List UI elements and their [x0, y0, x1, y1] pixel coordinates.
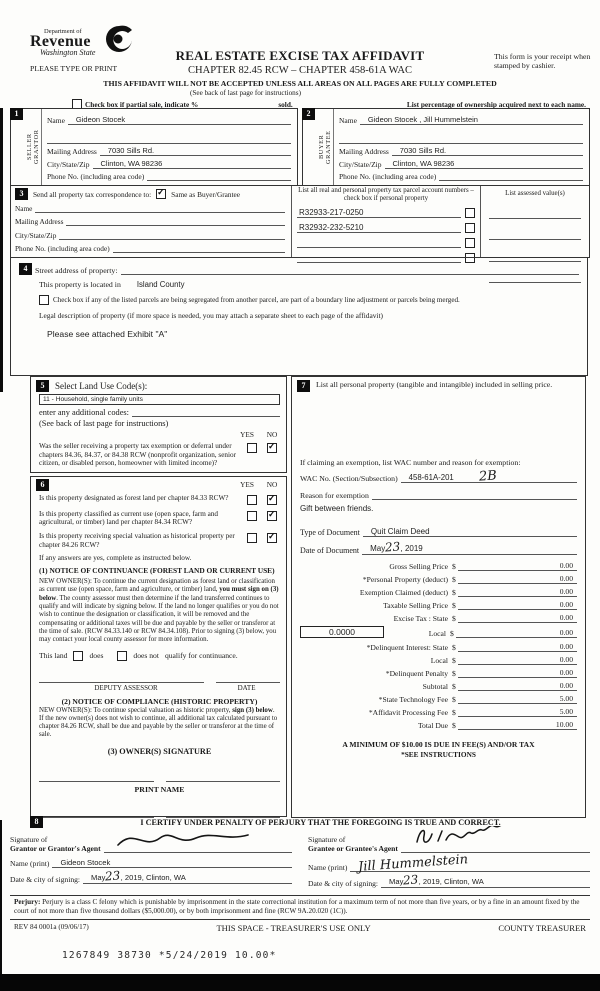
logo-text-big: Revenue	[30, 33, 91, 50]
street-address-label: Street address of property:	[35, 266, 118, 275]
grantee-date-value: May23, 2019, Clinton, WA	[389, 872, 484, 888]
treasurer-receipt-stamp: 1267849 38730 *5/24/2019 10.00*	[62, 950, 277, 961]
name-print-label: Name (print)	[308, 863, 348, 872]
notice2-body: NEW OWNER(S): To continue special valuation as historic property, sign (3) below. If the new owner(s) does not wish to continue, all additional tax calculated pursuant to chapter 84.26 RCW, shall be due and payable by the seller or transferor at the time of sale.	[39, 706, 278, 739]
money-label: *Delinquent Penalty	[385, 668, 448, 678]
property-location-section	[10, 257, 588, 376]
parcel-personal-checkbox[interactable]	[465, 238, 475, 248]
money-value: 0.00	[559, 667, 573, 677]
logo-text-small: Department of	[44, 28, 82, 35]
current-no-checkbox[interactable]	[267, 511, 277, 521]
this-land-label: This land	[39, 651, 68, 661]
money-label: Gross Selling Price	[389, 562, 448, 571]
section-2-tab: 2	[302, 108, 315, 120]
date-of-document-value: May23, 2019	[370, 539, 423, 555]
sold-label: sold.	[278, 99, 293, 109]
date-of-document-label: Date of Document	[300, 546, 360, 555]
scan-edge-artifact	[0, 820, 2, 974]
same-as-buyer-label: Same as Buyer/Grantee	[171, 189, 241, 199]
historic-yes-checkbox[interactable]	[247, 533, 257, 543]
wac-no-value: 458-61A-201	[408, 473, 454, 482]
deputy-assessor-label: DEPUTY ASSESSOR	[94, 683, 158, 692]
land-use-code-select[interactable]: 11 - Household, single family units	[39, 394, 280, 405]
does-not-label: does not	[133, 651, 159, 661]
corr-phone-label: Phone No. (including area code)	[15, 243, 110, 253]
money-value: 0.00	[559, 680, 573, 690]
form-title-block	[130, 48, 470, 76]
parcel-field[interactable]	[297, 237, 461, 248]
buyer-address-field[interactable]	[392, 146, 583, 156]
type-of-document-label: Type of Document	[300, 528, 360, 537]
scan-edge-artifact	[0, 108, 3, 392]
print-name-label: PRINT NAME	[134, 784, 185, 794]
parcel-field[interactable]	[297, 207, 461, 218]
additional-codes-field[interactable]	[132, 407, 280, 417]
see-instructions-note: *SEE INSTRUCTIONS	[401, 750, 476, 760]
city-label: City/State/Zip	[47, 159, 90, 169]
segregated-checkbox[interactable]	[39, 295, 49, 305]
date-city-label: Date & city of signing:	[10, 875, 81, 884]
money-label: Excise Tax : State	[393, 614, 448, 624]
money-field[interactable]	[458, 613, 577, 623]
grantor-name-field[interactable]	[52, 858, 292, 868]
grantor-agent-label: Grantor or Grantor's Agent	[10, 844, 101, 853]
personal-property-intro: List all personal property (tangible and intangible) included in selling price.	[316, 380, 553, 389]
assessed-value-field[interactable]	[489, 209, 581, 219]
name-label: Name	[339, 115, 357, 125]
money-field[interactable]	[458, 642, 577, 652]
seller-name2-field[interactable]	[47, 134, 291, 144]
treasurer-space-label: THIS SPACE - TREASURER'S USE ONLY	[216, 923, 371, 933]
land-use-section	[30, 376, 287, 473]
county-treasurer-label: COUNTY TREASURER	[498, 923, 586, 933]
wac-no-field[interactable]	[401, 468, 577, 485]
current-use-question: Is this property classified as current use (open space, farm and agricultural, or timber) land per chapter 84.34 RCW?	[39, 509, 219, 527]
owner-signature-field[interactable]	[39, 772, 154, 782]
date-handwritten: 23	[402, 872, 420, 888]
forest-no-checkbox[interactable]	[267, 495, 277, 505]
type-of-document-field[interactable]	[363, 527, 577, 537]
date-handwritten: 23	[384, 539, 401, 555]
owner-signature-field[interactable]	[166, 772, 281, 782]
located-value: Island County	[136, 280, 185, 289]
money-field[interactable]	[458, 668, 577, 678]
mailing-label: Mailing Address	[339, 147, 389, 156]
legal-description-label: Legal description of property (if more space is needed, you may attach a separate sheet to each page of the affidavit)	[39, 311, 383, 320]
type-of-document-value: Quit Claim Deed	[370, 527, 430, 536]
corr-city-label: City/State/Zip	[15, 230, 57, 240]
parcel-field[interactable]	[297, 222, 461, 233]
reason-exemption-value: Gift between friends.	[300, 504, 374, 513]
buyer-phone-field[interactable]	[439, 171, 583, 181]
section-6-tab: 6	[36, 479, 49, 491]
does-label: does	[89, 651, 104, 661]
grantor-name-value: Gideon Stocek	[60, 858, 111, 867]
signature-of-label: Signature of	[308, 835, 346, 844]
money-value: 0.00	[559, 587, 573, 597]
type-or-print-note: PLEASE TYPE OR PRINT	[30, 64, 118, 73]
seller-label: SELLER	[26, 133, 33, 161]
grantee-date-field[interactable]	[381, 872, 590, 888]
grantee-signature-block	[308, 832, 590, 888]
personal-property-section: 7 List all personal property (tangible and intangible) included in selling price. If claiming an exemption, list WAC number and reason for exemption: WAC No. (Section/Subsection) 458-61A-201 2B Reason for exemption Gift between friends. Type of Document Quit Claim Deed Date of Document May23, 2019 Gross Selling Price $ 0.00 *Personal Property (deduct) $ 0.00 Exemption Claimed (deduct) $ 0.00 Taxable Selling Price $ 0.00 Excise Tax : State $ 0.00 0.0000 Local $ 0.00 *Delinquent Interest: State $ 0.00 Local $ 0.00 *Delinquent Penalty $ 0.00 Subtotal $ 0.00 *State Technology Fee $ 5.00 *Affidavit Processing Fee $ 5.00 Total Due $ 10.00 A MINIMUM OF $10.00 IS DUE IN FEE(S) AND/OR TAX *SEE INSTRUCTIONS	[291, 376, 586, 818]
grantor-label: GRANTOR	[33, 129, 40, 165]
land-does-checkbox[interactable]	[73, 651, 83, 661]
qualify-label: qualify for continuance.	[164, 651, 238, 661]
money-value: 0.00	[559, 654, 573, 664]
assessed-value-field[interactable]	[489, 230, 581, 240]
city-label: City/State/Zip	[339, 159, 382, 169]
parcel-header: List all real and personal property tax parcel account numbers – check box if personal property	[298, 187, 474, 202]
money-label: Local	[430, 655, 448, 665]
money-field[interactable]	[458, 694, 577, 704]
notice1-title: (1) NOTICE OF CONTINUANCE (FOREST LAND OR CURRENT USE)	[39, 566, 275, 576]
name-print-label: Name (print)	[10, 859, 50, 868]
money-field[interactable]	[458, 720, 577, 730]
date-handwritten: 23	[104, 868, 122, 884]
corr-city-field[interactable]	[59, 230, 285, 240]
date-city-label: Date & city of signing:	[308, 879, 379, 888]
seller-city-value: Clinton, WA 98236	[100, 158, 163, 168]
phone-label: Phone No. (including area code)	[339, 172, 437, 181]
corr-name-label: Name	[15, 204, 33, 214]
land-use-title: Select Land Use Code(s):	[55, 381, 148, 391]
certify-statement: I CERTIFY UNDER PENALTY OF PERJURY THAT THE FOREGOING IS TRUE AND CORRECT.	[140, 817, 501, 827]
money-value: 10.00	[555, 720, 573, 730]
money-label: Taxable Selling Price	[383, 601, 448, 611]
phone-label: Phone No. (including area code)	[47, 172, 145, 181]
money-label: *Personal Property (deduct)	[362, 575, 448, 585]
forest-yes-checkbox[interactable]	[247, 495, 257, 505]
buyer-address-value: 7030 Sills Rd.	[399, 146, 447, 155]
grantor-date-field[interactable]	[83, 868, 292, 884]
grantee-agent-label: Grantee or Grantee's Agent	[308, 844, 398, 853]
money-value: 0.00	[559, 561, 573, 570]
scan-bottom-bar-artifact	[0, 974, 600, 991]
money-value: 0.00	[559, 600, 573, 610]
buyer-name-field[interactable]	[360, 115, 583, 125]
buyer-city-field[interactable]	[385, 159, 584, 169]
money-field[interactable]	[458, 587, 577, 597]
continuance-row	[39, 651, 280, 661]
corr-address-label: Mailing Address	[15, 217, 64, 227]
partial-sale-label: Check box if partial sale, indicate %	[85, 99, 199, 109]
section-5-tab: 5	[36, 380, 49, 392]
buyer-side-label	[315, 109, 334, 185]
local-rate-box[interactable]: 0.0000	[300, 626, 384, 638]
money-label: Subtotal	[422, 681, 448, 691]
form-rev-number: REV 84 0001a (09/06/17)	[14, 923, 89, 931]
logo-text-sub: Washington State	[40, 48, 96, 57]
mailing-label: Mailing Address	[47, 147, 97, 156]
reason-exemption-label: Reason for exemption	[300, 491, 369, 500]
reason-exemption-field[interactable]	[372, 490, 577, 500]
exemption-question: Was the seller receiving a property tax exemption or deferral under chapters 84.36, 84.37, or 84.38 RCW (nonprofit organization, senior citizen, or disabled person, homeowner with limited income)?	[39, 442, 236, 468]
money-label: *State Technology Fee	[378, 694, 448, 704]
deputy-assessor-signature-field[interactable]	[39, 673, 204, 683]
money-label: *Affidavit Processing Fee	[368, 708, 448, 718]
money-value: 0.00	[559, 641, 573, 651]
signature-of-label: Signature of	[10, 835, 48, 844]
grantor-date-value: May23, 2019, Clinton, WA	[91, 868, 186, 884]
form-chapter: CHAPTER 82.45 RCW – CHAPTER 458-61A WAC	[188, 65, 412, 76]
money-field[interactable]	[456, 628, 577, 638]
buyer-name-value: Gideon Stocek , Jill Hummelstein	[367, 114, 478, 124]
same-as-buyer-checkbox[interactable]	[156, 189, 166, 199]
seller-side-label	[23, 109, 42, 185]
money-field[interactable]	[458, 681, 577, 691]
money-value: 5.00	[559, 693, 573, 703]
section-7-tab: 7	[297, 380, 310, 392]
ownership-note: List percentage of ownership acquired next to each name.	[406, 99, 586, 109]
certification-section	[10, 816, 590, 933]
s5-q1-no-checkbox[interactable]	[267, 443, 277, 453]
grantee-name-field[interactable]	[350, 852, 590, 875]
no-header: NO	[266, 480, 278, 490]
forest-land-section	[30, 476, 287, 817]
s5-q1-yes-checkbox[interactable]	[247, 443, 257, 453]
money-field[interactable]	[458, 574, 577, 584]
parcel-number: R32933-217-0250	[299, 208, 364, 218]
money-value: 0.00	[559, 628, 573, 638]
seller-city-field[interactable]	[93, 159, 292, 169]
additional-codes-label: enter any additional codes:	[39, 408, 129, 417]
send-correspondence-label: Send all property tax correspondence to:	[33, 189, 152, 199]
seller-phone-field[interactable]	[147, 171, 291, 181]
parcel-personal-checkbox[interactable]	[465, 223, 475, 233]
current-yes-checkbox[interactable]	[247, 511, 257, 521]
form-warning: THIS AFFIDAVIT WILL NOT BE ACCEPTED UNLESS ALL AREAS ON ALL PAGES ARE FULLY COMPLETED	[103, 79, 497, 88]
money-field[interactable]	[458, 561, 577, 571]
buyer-name2-field[interactable]	[339, 134, 583, 144]
date-label: DATE	[237, 683, 256, 692]
legal-description-value: Please see attached Exhibit "A"	[47, 329, 168, 339]
see-back-note: (See back of last page for instructions)	[39, 419, 169, 428]
parcel-number: R32932-232-5210	[299, 223, 364, 233]
perjury-notice: Perjury: Perjury is a class C felony which is punishable by imprisonment in the state correctional institution for a maximum term of not more than five years, or by a fine in an amount fixed by the court of not more than five thousand dollars ($5,000.00), or by both imprisonment and fine (RCW 9A.20.020 (1C)).	[10, 895, 590, 920]
seller-name-value: Gideon Stocek	[75, 114, 126, 124]
wac-handwritten: 2B	[478, 468, 498, 485]
money-label: Local	[428, 629, 446, 639]
if-yes-note: If any answers are yes, complete as instructed below.	[39, 554, 192, 563]
section-3-tab: 3	[15, 188, 28, 200]
deputy-date-field[interactable]	[216, 673, 280, 683]
buyer-label: BUYER	[318, 134, 325, 160]
money-field[interactable]	[458, 600, 577, 610]
land-does-not-checkbox[interactable]	[117, 651, 127, 661]
assessed-header: List assessed value(s)	[505, 190, 565, 197]
see-back-note: (See back of last page for instructions)	[190, 89, 301, 97]
buyer-city-value: Clinton, WA 98236	[392, 158, 455, 168]
no-header: NO	[266, 430, 278, 439]
grantor-signature-ink	[114, 828, 264, 854]
grantor-signature-block	[10, 832, 292, 888]
notice2-title: (2) NOTICE OF COMPLIANCE (HISTORIC PROPERTY)	[61, 696, 258, 706]
yes-header: YES	[240, 430, 254, 439]
segregated-label: Check box if any of the listed parcels are being segregated from another parcel, are part of a boundary line adjustment or parcels being merged.	[53, 296, 460, 304]
money-value: 0.00	[559, 574, 573, 584]
yes-header: YES	[240, 480, 254, 490]
money-field[interactable]	[458, 707, 577, 717]
seller-address-field[interactable]	[100, 146, 291, 156]
street-address-field[interactable]	[121, 265, 580, 275]
grantor-signature-field[interactable]	[104, 843, 292, 853]
notice1-body: NEW OWNER(S): To continue the current designation as forest land or classification as current use (open space, farm and agriculture, or timber) land, you must sign on (3) below. The county assessor must then determine if the land transferred continues to qualify and will indicate by signing below. If the land no longer qualifies or you do not wish to continue the designation or classification, it will be removed and the compensating or additional taxes will be due and payable by the seller or transferor at the time of sale. (RCW 84.33.140 or RCW 84.34.108). Prior to signing (3) below, you may contact your local county assessor for more information.	[39, 578, 279, 644]
seller-box	[10, 108, 298, 186]
forest-question: Is this property designated as forest land per chapter 84.33 RCW?	[39, 493, 229, 502]
form-title: REAL ESTATE EXCISE TAX AFFIDAVIT	[175, 48, 425, 63]
claiming-exemption-label: If claiming an exemption, list WAC number and reason for exemption:	[300, 458, 521, 467]
money-label: *Delinquent Interest: State	[366, 642, 448, 652]
grantee-name-handwritten: Jill Hummelstein	[358, 852, 469, 875]
grantee-signature-field[interactable]	[401, 843, 590, 853]
historic-question: Is this property receiving special valuation as historical property per chapter 84.26 RCW?	[39, 531, 235, 549]
money-label: Exemption Claimed (deduct)	[359, 588, 448, 598]
section-4-tab: 4	[19, 263, 32, 275]
money-label: Total Due	[417, 721, 448, 731]
grantee-label: GRANTEE	[325, 130, 332, 164]
dor-logo	[30, 28, 95, 57]
date-of-document-field[interactable]	[362, 539, 577, 555]
money-value: 0.00	[559, 613, 573, 623]
buyer-box	[302, 108, 590, 186]
historic-no-checkbox[interactable]	[267, 533, 277, 543]
grantee-signature-ink	[411, 826, 561, 854]
parcel-personal-checkbox[interactable]	[465, 208, 475, 218]
seller-name-field[interactable]	[68, 115, 291, 125]
corr-phone-field[interactable]	[113, 243, 285, 253]
owners-signature-label: (3) OWNER(S) SIGNATURE	[107, 746, 212, 756]
money-value: 5.00	[559, 707, 573, 717]
located-label: This property is located in	[39, 280, 121, 289]
corr-address-field[interactable]	[66, 216, 285, 226]
section-8-tab: 8	[30, 816, 43, 828]
seller-address-value: 7030 Sills Rd.	[107, 146, 155, 155]
section-1-tab: 1	[10, 108, 23, 120]
name-label: Name	[47, 115, 65, 125]
minimum-fee-note: A MINIMUM OF $10.00 IS DUE IN FEE(S) AND/OR TAX	[342, 740, 535, 750]
party-boxes	[10, 108, 590, 186]
corr-name-field[interactable]	[35, 203, 285, 213]
wac-no-label: WAC No. (Section/Subsection)	[300, 474, 398, 483]
money-field[interactable]	[458, 655, 577, 665]
tax-correspondence-section	[10, 185, 590, 258]
receipt-note: This form is your receipt when stamped by cashier.	[494, 52, 591, 70]
